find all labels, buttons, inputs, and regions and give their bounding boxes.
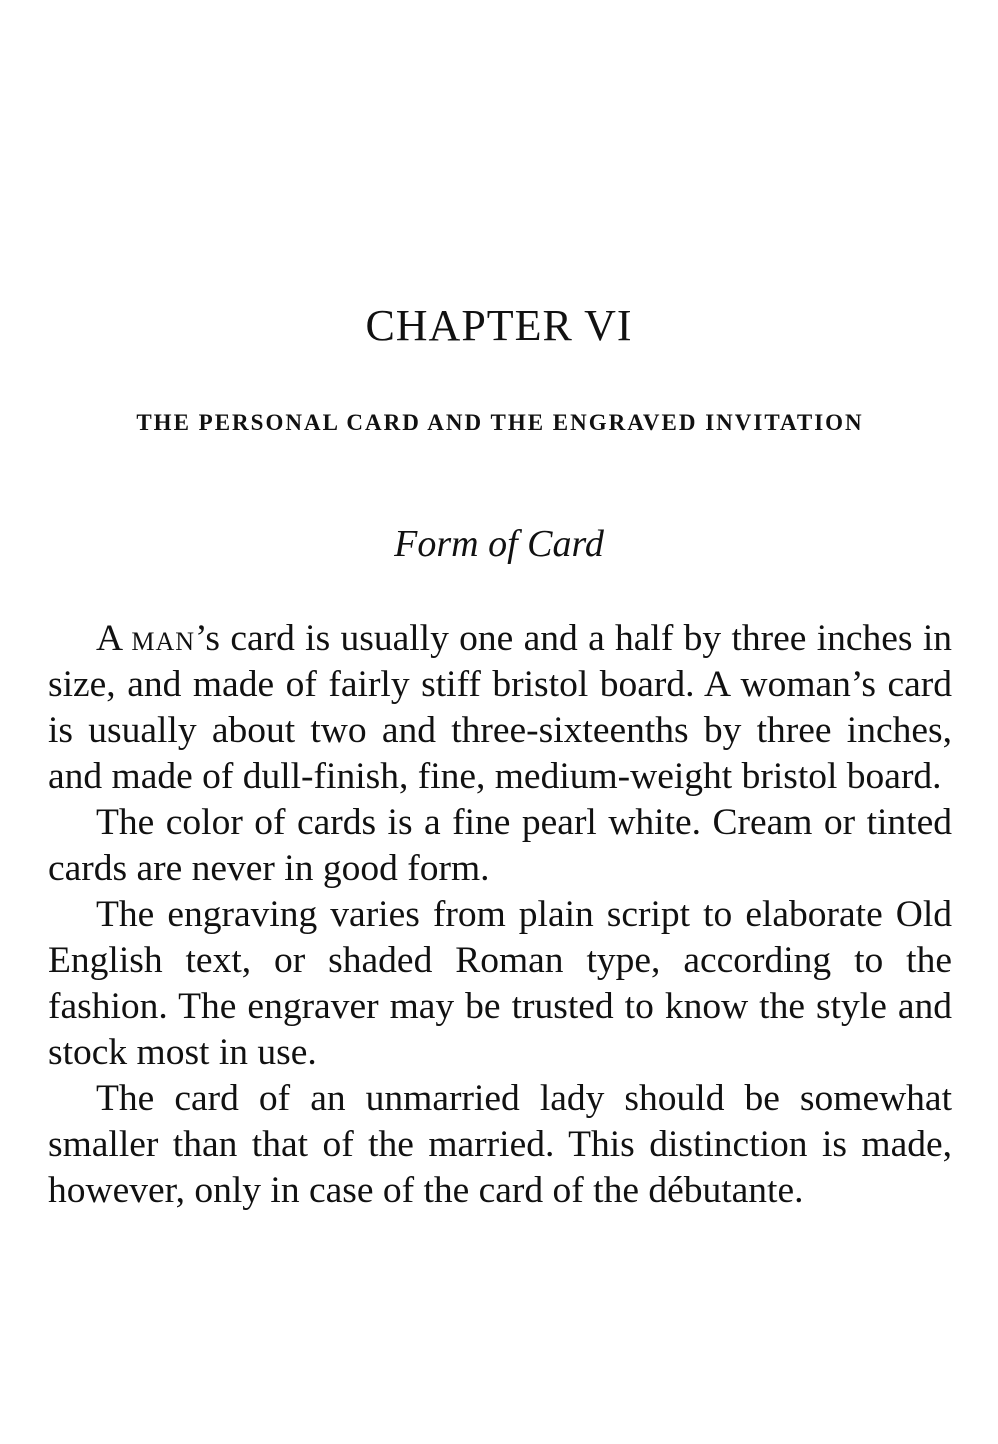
chapter-title: THE PERSONAL CARD AND THE ENGRAVED INVITATION xyxy=(136,410,864,435)
paragraph: The color of cards is a fine pearl white. Cream or tinted cards are never in good form. xyxy=(48,802,952,889)
paragraph-lead-word: A xyxy=(96,618,122,659)
chapter-heading: CHAPTER VI xyxy=(365,301,633,350)
body-text xyxy=(48,616,952,1214)
smallcaps-word: man xyxy=(131,618,196,659)
section-heading: Form of Card xyxy=(394,523,604,565)
paragraph: The card of an unmarried lady should be somewhat smaller than that of the married. This distinction is made, however, only in case of the card of the débutante. xyxy=(48,1078,952,1211)
paragraph: The engraving varies from plain script to elaborate Old English text, or shaded Roman type, according to the fashion. The engraver may be trusted to know the style and stock most in use. xyxy=(48,894,952,1073)
paragraph-text: ’s card is usually one and a half by three inches in size, and made of fairly stiff bristol board. A woman’s card is usually about two and three-sixteenths by three inches, and made of dull-finish, fine, medium-weight bristol board. xyxy=(48,618,953,797)
paragraph xyxy=(48,616,952,800)
